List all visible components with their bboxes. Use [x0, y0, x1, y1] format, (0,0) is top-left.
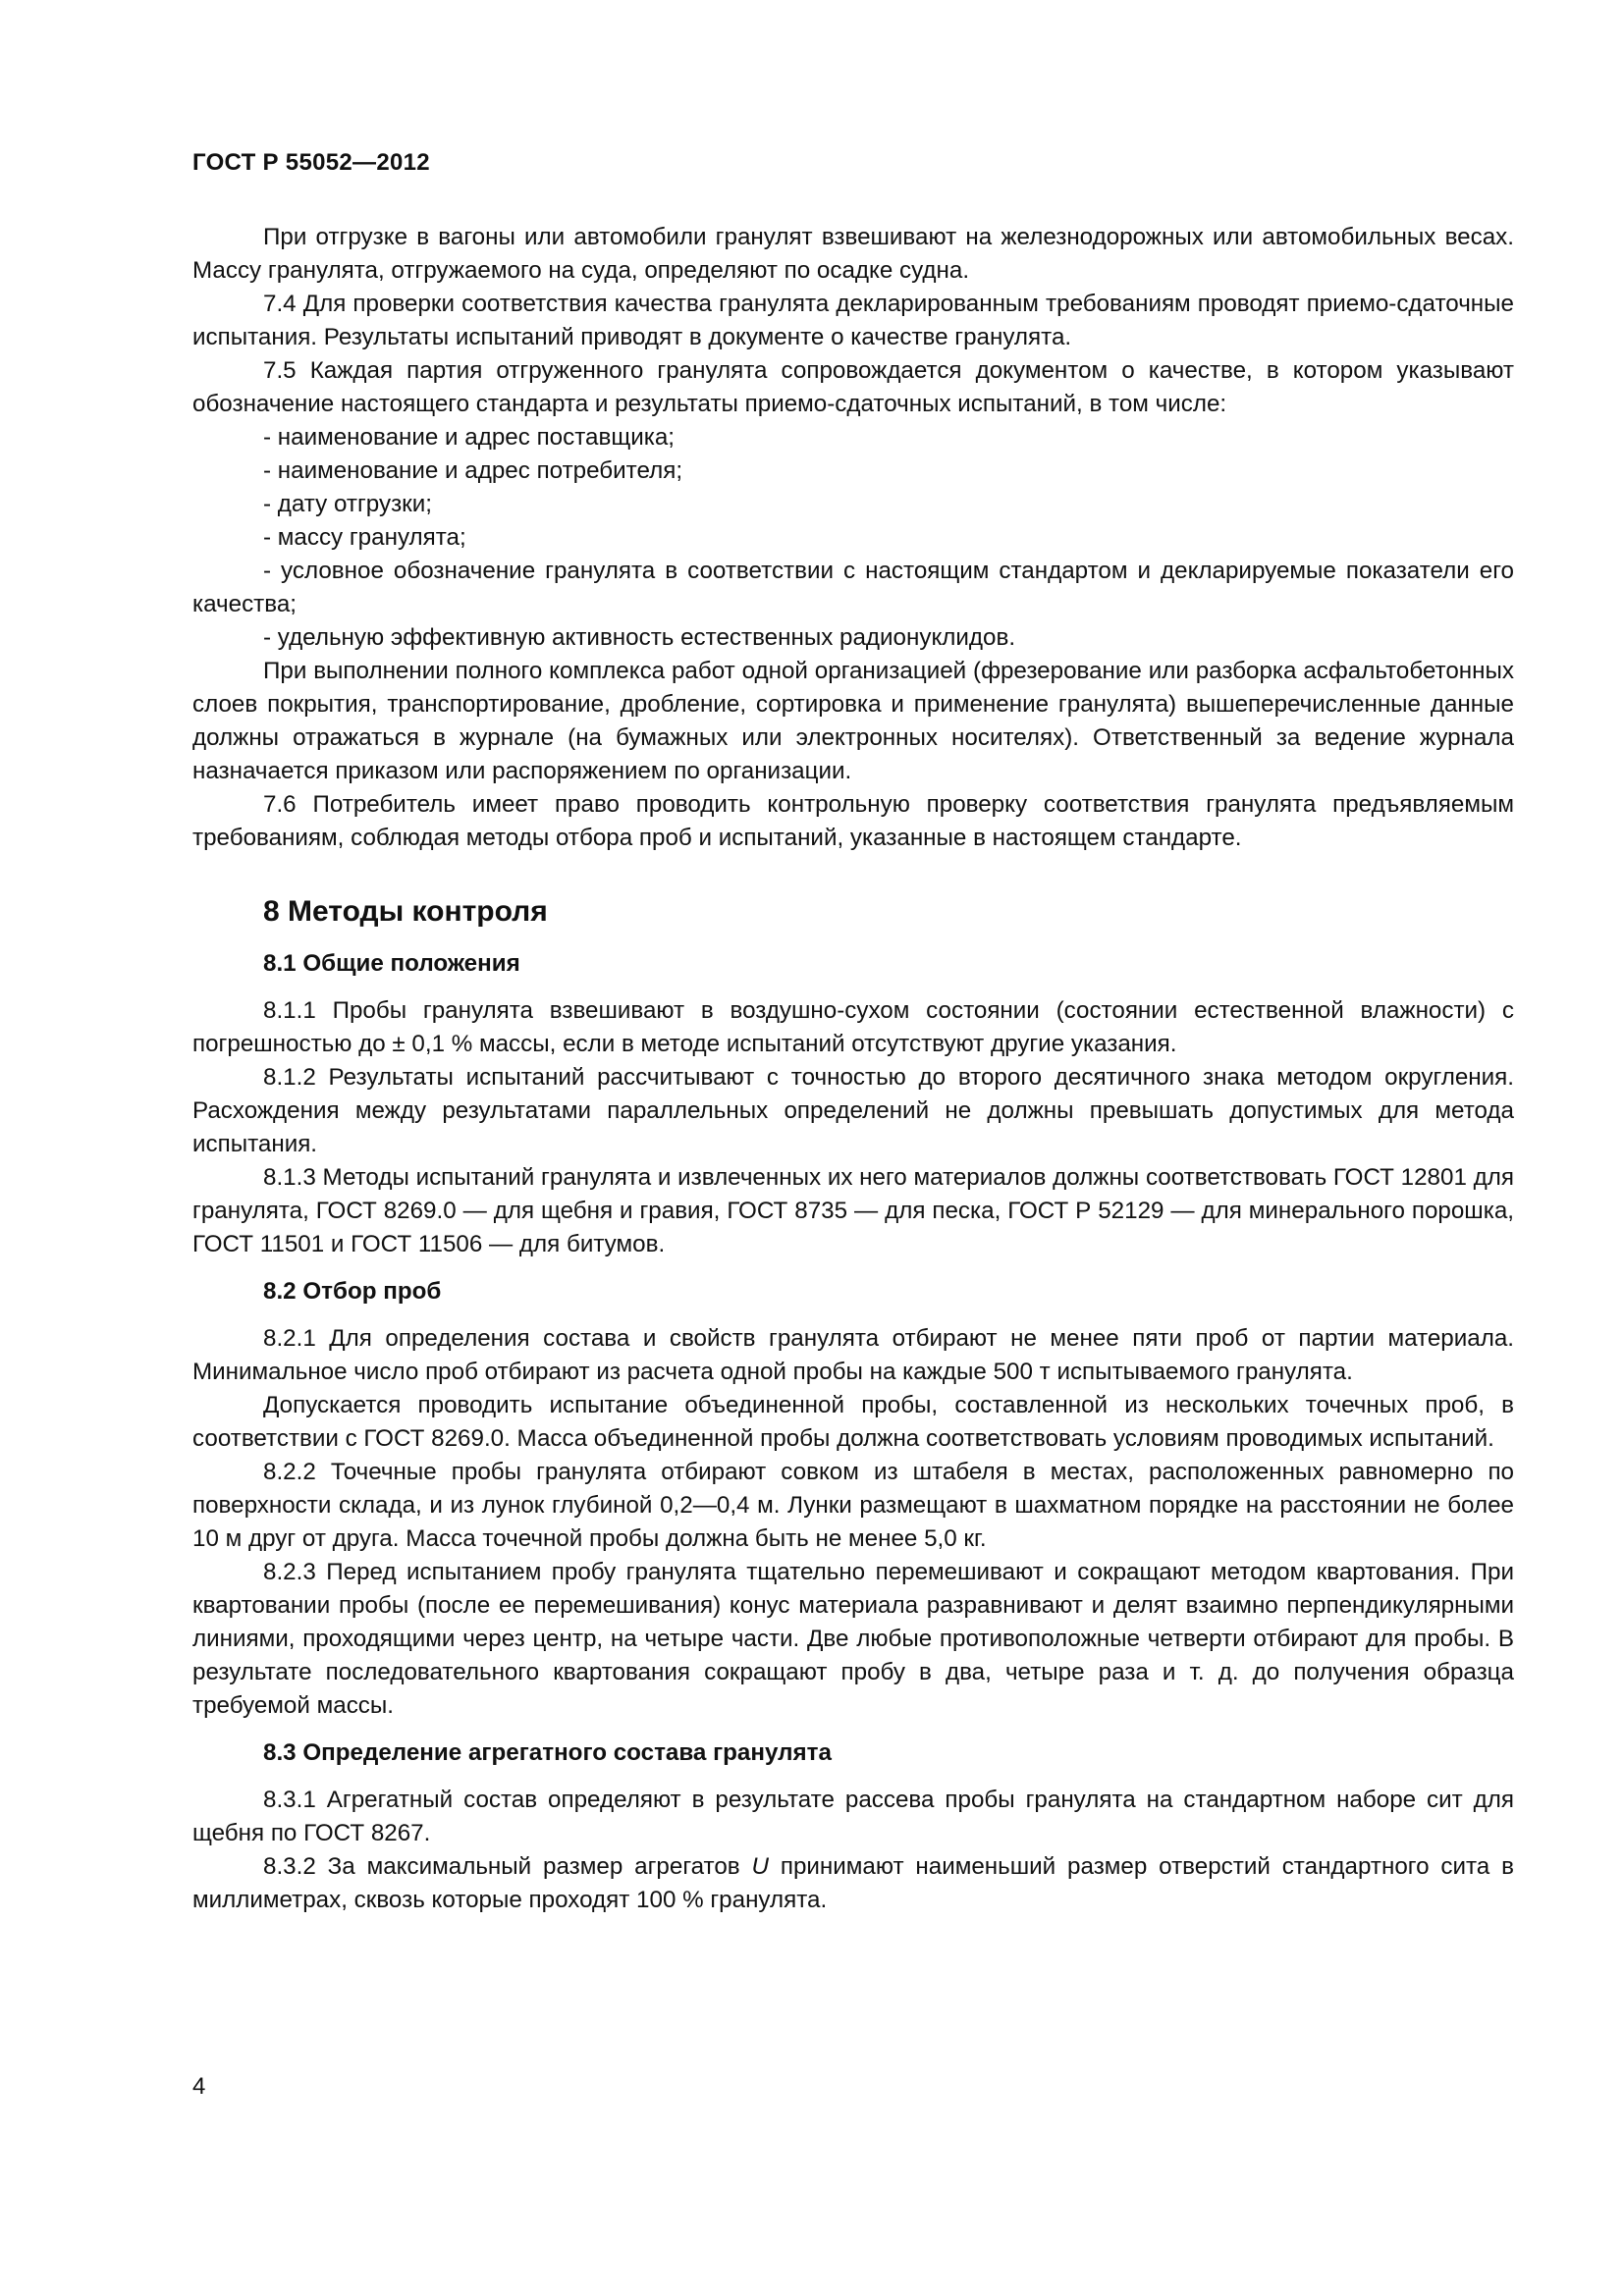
paragraph-8-1-1: 8.1.1 Пробы гранулята взвешивают в воздушно-сухом состоянии (состоянии естественной влажности) с погрешностью до ± 0,1 % массы, если в методе испытаний отсутствуют другие указания.	[192, 997, 1514, 1057]
paragraph-7-5: 7.5 Каждая партия отгруженного гранулята сопровождается документом о качестве, в котором указывают обозначение настоящего стандарта и результаты приемо-сдаточных испытаний, в том числе:	[192, 357, 1514, 417]
list-item: - наименование и адрес поставщика;	[263, 424, 676, 451]
paragraph-shipment-weighing: При отгрузке в вагоны или автомобили гранулят взвешивают на железнодорожных или автомобильных весах. Массу гранулята, отгружаемого на суда, определяют по осадке судна.	[192, 224, 1514, 284]
list-item: - наименование и адрес потребителя;	[263, 457, 683, 484]
list-item: - дату отгрузки;	[263, 491, 432, 517]
paragraph-8-2-3: 8.2.3 Перед испытанием пробу гранулята тщательно перемешивают и сокращают методом квартования. При квартовании пробы (после ее перемешивания) конус материала разравнивают и делят взаимно перпендикулярными линиями, проходящими через центр, на четыре части. Две любые противоположные четверти отбирают для пробы. В результате последовательного квартования сокращают пробу в два, четыре раза и т. д. до получения образца требуемой массы.	[192, 1559, 1514, 1719]
paragraph-8-3-1: 8.3.1 Агрегатный состав определяют в результате рассева пробы гранулята на стандартном наборе сит для щебня по ГОСТ 8267.	[192, 1787, 1514, 1846]
paragraph-8-3-2-end: принимают наименьший размер отверстий стандартного сита в миллиметрах, сквозь которые проходят 100 % гранулята.	[192, 1853, 1514, 1913]
document-code-header: ГОСТ Р 55052—2012	[192, 149, 430, 176]
paragraph-7-6: 7.6 Потребитель имеет право проводить контрольную проверку соответствия гранулята предъявляемым требованиям, соблюдая методы отбора проб и испытаний, указанные в настоящем стандарте.	[192, 791, 1514, 851]
subsection-title-8-3: 8.3 Определение агрегатного состава гранулята	[263, 1739, 832, 1766]
subsection-title-8-2: 8.2 Отбор проб	[263, 1278, 442, 1305]
variable-u: U	[751, 1853, 769, 1880]
list-item: - удельную эффективную активность естественных радионуклидов.	[263, 624, 1016, 651]
paragraph-8-2-1: 8.2.1 Для определения состава и свойств гранулята отбирают не менее пяти проб от партии материала. Минимальное число проб отбирают из расчета одной пробы на каждые 500 т испытываемого гранулята.	[192, 1325, 1514, 1385]
paragraph-8-2-2: 8.2.2 Точечные пробы гранулята отбирают совком из штабеля в местах, расположенных равномерно по поверхности склада, и из лунок глубиной 0,2—0,4 м. Лунки размещают в шахматном порядке на расстоянии не более 10 м друг от друга. Масса точечной пробы должна быть не менее 5,0 кг.	[192, 1459, 1514, 1552]
document-body	[192, 221, 1514, 1917]
subsection-title-8-1: 8.1 Общие положения	[263, 950, 520, 977]
paragraph-combined-sample: Допускается проводить испытание объединенной пробы, составленной из нескольких точечных проб, в соответствии с ГОСТ 8269.0. Масса объединенной пробы должна соответствовать условиям проводимых испытаний.	[192, 1392, 1514, 1452]
list-item: - массу гранулята;	[263, 524, 466, 551]
paragraph-8-3-2	[192, 1850, 1514, 1917]
paragraph-8-1-2: 8.1.2 Результаты испытаний рассчитывают с точностью до второго десятичного знака методом округления. Расхождения между результатами параллельных определений не должны превышать допустимых для метода испытания.	[192, 1064, 1514, 1157]
paragraph-8-1-3: 8.1.3 Методы испытаний гранулята и извлеченных их него материалов должны соответствовать ГОСТ 12801 для гранулята, ГОСТ 8269.0 — для щебня и гравия, ГОСТ 8735 — для песка, ГОСТ Р 52129 — для минерального порошка, ГОСТ 11501 и ГОСТ 11506 — для битумов.	[192, 1164, 1514, 1257]
list-item: - условное обозначение гранулята в соответствии с настоящим стандартом и декларируемые показатели его качества;	[192, 558, 1514, 617]
paragraph-8-3-2-start: 8.3.2 За максимальный размер агрегатов	[263, 1853, 752, 1880]
section-title-8: 8 Методы контроля	[263, 895, 548, 928]
paragraph-7-4: 7.4 Для проверки соответствия качества гранулята декларированным требованиям проводят приемо-сдаточные испытания. Результаты испытаний приводят в документе о качестве гранулята.	[192, 291, 1514, 350]
page-number: 4	[192, 2073, 206, 2100]
paragraph-journal: При выполнении полного комплекса работ одной организацией (фрезерование или разборка асфальтобетонных слоев покрытия, транспортирование, дробление, сортировка и применение гранулята) вышеперечисленные данные должны отражаться в журнале (на бумажных или электронных носителях). Ответственный за ведение журнала назначается приказом или распоряжением по организации.	[192, 658, 1514, 784]
